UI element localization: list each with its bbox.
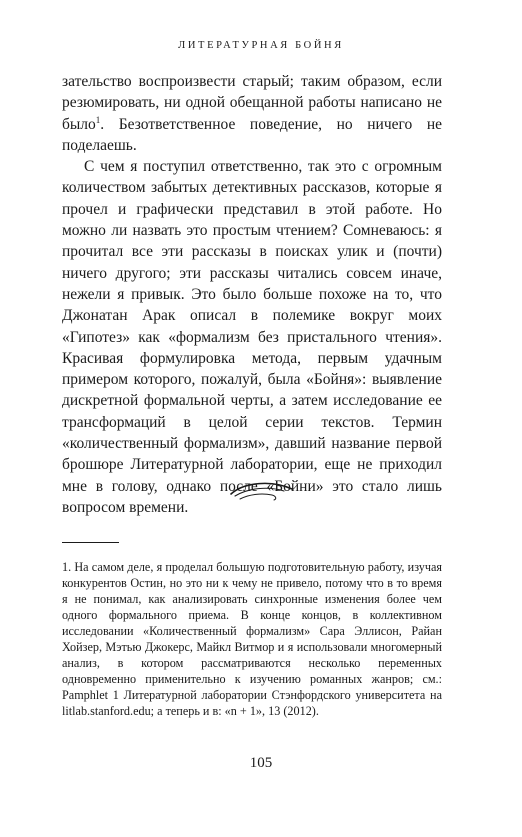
paragraph-continued bbox=[62, 71, 442, 156]
main-text bbox=[62, 71, 442, 518]
running-head: ЛИТЕРАТУРНАЯ БОЙНЯ bbox=[178, 40, 344, 51]
paragraph: С чем я поступил ответственно, так это с огромным количеством забытых детективных рассказов, которые я прочел и графически представил в этой работе. Но можно ли назвать это простым чтением? Сомневаюсь: я прочитал все эти рассказы в поисках улик и (почти) ничего другого; эти рассказы читались совсем иначе, нежели я привык. Это было больше похоже на то, что Джонатан Арак описал в полемике вокруг моих «Гипотез» как «формализм без пристального чтения». Красивая формулировка метода, первым удачным примером которого, пожалуй, была «Бойня»: выявление дискретной формальной черты, а затем исследование ее трансформаций в целой серии текстов. Термин «количественный формализм», давший название первой брошюре Литературной лаборатории, еще не приходил мне в голову, однако после «Бойни» это стало лишь вопросом времени. bbox=[62, 158, 442, 516]
paragraph-text: зательство воспроизвести старый; таким образом, если резюмировать, ни одной обещанной работы написано не было bbox=[62, 73, 442, 133]
paragraph-text-after-note: . Безответственное поведение, но ничего не поделаешь. bbox=[62, 115, 442, 154]
footnote-separator bbox=[62, 542, 119, 543]
footnote-number: 1. bbox=[62, 560, 72, 574]
section-ornament-icon bbox=[226, 478, 296, 504]
footnote-reference: 1 bbox=[95, 114, 101, 125]
page-number: 105 bbox=[249, 755, 273, 771]
footnote-text: На самом деле, я проделал большую подготовительную работу, изучая конкурентов Остин, но это ни к чему не привело, потому что в то время я не понимал, как анализировать синхронные изменения более чем одного формального приема. В конце концов, в коллективном исследовании «Количественный формализм» Сара Эллисон, Райан Хойзер, Мэтью Джокерс, Майкл Витмор и я использовали многомерный анализ, в котором рассматриваются несколько переменных одновременно применительно к изучению романных жанров; см.: Pamphlet 1 Литературной лаборатории Стэнфордского университета на litlab.stanford.edu; а теперь и в: «n + 1», 13 (2012). bbox=[62, 560, 443, 718]
footnote bbox=[62, 559, 442, 719]
